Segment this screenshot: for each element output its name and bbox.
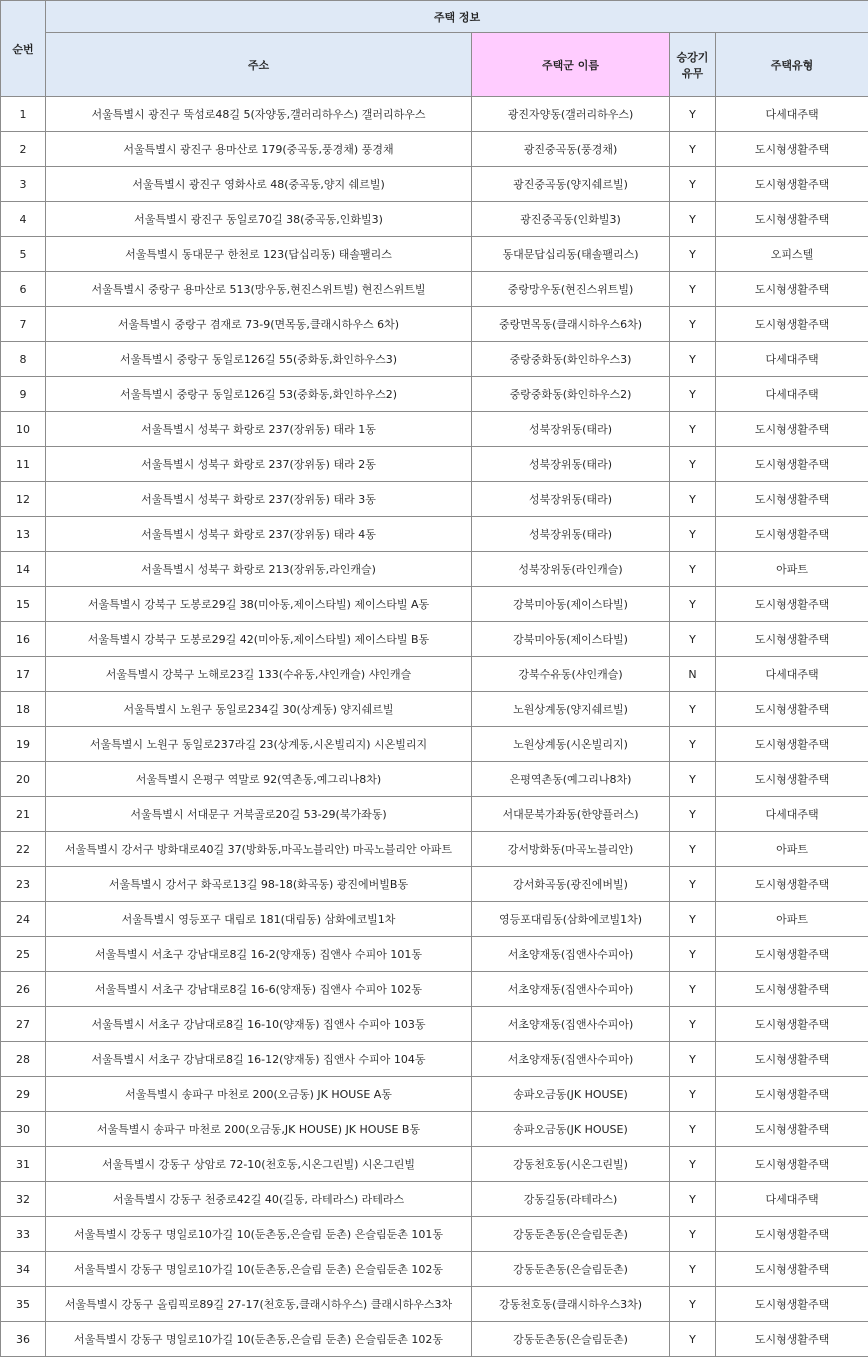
table-row — [1, 1182, 868, 1217]
seq-cell: 12 — [1, 482, 46, 517]
complex-name-cell: 서초양재동(집앤사수피아) — [472, 1042, 670, 1077]
elevator-header: 승강기 유무 — [670, 33, 716, 97]
table-row — [1, 902, 868, 937]
elevator-cell: Y — [670, 1112, 716, 1147]
elevator-cell: Y — [670, 1252, 716, 1287]
address-cell: 서울특별시 동대문구 한천로 123(답십리동) 태솔팰리스 — [46, 237, 472, 272]
address-cell: 서울특별시 은평구 역말로 92(역촌동,예그리나8차) — [46, 762, 472, 797]
house-type-cell: 도시형생활주택 — [716, 972, 868, 1007]
table-row — [1, 517, 868, 552]
complex-name-cell: 서초양재동(집앤사수피아) — [472, 937, 670, 972]
elevator-cell: Y — [670, 972, 716, 1007]
table-row — [1, 692, 868, 727]
address-cell: 서울특별시 서초구 강남대로8길 16-10(양재동) 집앤사 수피아 103동 — [46, 1007, 472, 1042]
complex-name-cell: 은평역촌동(예그리나8차) — [472, 762, 670, 797]
complex-name-cell: 동대문답십리동(태솔팰리스) — [472, 237, 670, 272]
elevator-cell: N — [670, 657, 716, 692]
house-type-cell: 도시형생활주택 — [716, 1322, 868, 1357]
seq-cell: 24 — [1, 902, 46, 937]
complex-name-cell: 중랑중화동(화인하우스2) — [472, 377, 670, 412]
table-row — [1, 272, 868, 307]
house-type-cell: 도시형생활주택 — [716, 762, 868, 797]
address-cell: 서울특별시 노원구 동일로234길 30(상계동) 양지쉐르빌 — [46, 692, 472, 727]
house-type-cell: 도시형생활주택 — [716, 1252, 868, 1287]
address-cell: 서울특별시 서초구 강남대로8길 16-2(양재동) 집앤사 수피아 101동 — [46, 937, 472, 972]
elevator-cell: Y — [670, 1042, 716, 1077]
house-type-cell: 아파트 — [716, 902, 868, 937]
house-type-cell: 도시형생활주택 — [716, 307, 868, 342]
complex-name-cell: 노원상계동(시온빌리지) — [472, 727, 670, 762]
table-row — [1, 447, 868, 482]
address-cell: 서울특별시 영등포구 대림로 181(대림동) 삼화에코빌1차 — [46, 902, 472, 937]
seq-cell: 32 — [1, 1182, 46, 1217]
address-cell: 서울특별시 중랑구 동일로126길 53(중화동,화인하우스2) — [46, 377, 472, 412]
complex-name-cell: 성북장위동(라인캐슬) — [472, 552, 670, 587]
address-cell: 서울특별시 서대문구 거북골로20길 53-29(북가좌동) — [46, 797, 472, 832]
elevator-cell: Y — [670, 447, 716, 482]
house-type-cell: 도시형생활주택 — [716, 412, 868, 447]
house-type-cell: 도시형생활주택 — [716, 1147, 868, 1182]
table-row — [1, 587, 868, 622]
elevator-cell: Y — [670, 272, 716, 307]
seq-cell: 5 — [1, 237, 46, 272]
table-row — [1, 412, 868, 447]
complex-name-cell: 강북미아동(제이스타빌) — [472, 622, 670, 657]
complex-name-cell: 광진중곡동(인화빌3) — [472, 202, 670, 237]
complex-name-cell: 성북장위동(태라) — [472, 412, 670, 447]
house-type-cell: 도시형생활주택 — [716, 1287, 868, 1322]
address-cell: 서울특별시 강동구 명일로10가길 10(둔촌동,은슬림 둔촌) 은슬림둔촌 102동 — [46, 1322, 472, 1357]
table-row — [1, 867, 868, 902]
seq-cell: 19 — [1, 727, 46, 762]
address-cell: 서울특별시 강동구 천중로42길 40(길동, 라테라스) 라테라스 — [46, 1182, 472, 1217]
seq-cell: 29 — [1, 1077, 46, 1112]
seq-cell: 11 — [1, 447, 46, 482]
table-row — [1, 132, 868, 167]
elevator-cell: Y — [670, 937, 716, 972]
house-type-cell: 도시형생활주택 — [716, 447, 868, 482]
house-type-cell: 도시형생활주택 — [716, 167, 868, 202]
elevator-cell: Y — [670, 1182, 716, 1217]
complex-name-cell: 강동천호동(시온그린빌) — [472, 1147, 670, 1182]
address-cell: 서울특별시 광진구 뚝섬로48길 5(자양동,갤러리하우스) 갤러리하우스 — [46, 97, 472, 132]
elevator-cell: Y — [670, 97, 716, 132]
address-cell: 서울특별시 광진구 영화사로 48(중곡동,양지 쉐르빌) — [46, 167, 472, 202]
house-type-cell: 다세대주택 — [716, 657, 868, 692]
seq-cell: 36 — [1, 1322, 46, 1357]
house-type-cell: 다세대주택 — [716, 797, 868, 832]
address-cell: 서울특별시 강동구 올림픽로89길 27-17(천호동,클래시하우스) 클래시하우스3차 — [46, 1287, 472, 1322]
address-cell: 서울특별시 송파구 마천로 200(오금동) JK HOUSE A동 — [46, 1077, 472, 1112]
seq-cell: 3 — [1, 167, 46, 202]
address-cell: 서울특별시 성북구 화랑로 237(장위동) 태라 4동 — [46, 517, 472, 552]
elevator-cell: Y — [670, 832, 716, 867]
seq-cell: 9 — [1, 377, 46, 412]
table-row — [1, 97, 868, 132]
seq-cell: 34 — [1, 1252, 46, 1287]
house-type-cell: 도시형생활주택 — [716, 622, 868, 657]
complex-name-cell: 중랑면목동(클래시하우스6차) — [472, 307, 670, 342]
seq-cell: 23 — [1, 867, 46, 902]
address-cell: 서울특별시 노원구 동일로237라길 23(상계동,시온빌리지) 시온빌리지 — [46, 727, 472, 762]
address-cell: 서울특별시 중랑구 동일로126길 55(중화동,화인하우스3) — [46, 342, 472, 377]
house-type-cell: 도시형생활주택 — [716, 727, 868, 762]
house-type-cell: 도시형생활주택 — [716, 132, 868, 167]
table-row — [1, 377, 868, 412]
house-type-cell: 도시형생활주택 — [716, 517, 868, 552]
elevator-cell: Y — [670, 762, 716, 797]
elevator-cell: Y — [670, 727, 716, 762]
complex-name-cell: 광진자양동(갤러리하우스) — [472, 97, 670, 132]
seq-cell: 28 — [1, 1042, 46, 1077]
complex-name-cell: 노원상계동(양지쉐르빌) — [472, 692, 670, 727]
complex-name-cell: 강동길동(라테라스) — [472, 1182, 670, 1217]
address-cell: 서울특별시 강북구 노해로23길 133(수유동,샤인캐슬) 샤인캐슬 — [46, 657, 472, 692]
seq-cell: 21 — [1, 797, 46, 832]
complex-name-cell: 강서방화동(마곡노블리안) — [472, 832, 670, 867]
elevator-cell: Y — [670, 132, 716, 167]
house-type-cell: 도시형생활주택 — [716, 272, 868, 307]
seq-cell: 10 — [1, 412, 46, 447]
complex-name-cell: 영등포대림동(삼화에코빌1차) — [472, 902, 670, 937]
complex-name-cell: 강북미아동(제이스타빌) — [472, 587, 670, 622]
seq-cell: 26 — [1, 972, 46, 1007]
address-cell: 서울특별시 서초구 강남대로8길 16-12(양재동) 집앤사 수피아 104동 — [46, 1042, 472, 1077]
address-cell: 서울특별시 광진구 동일로70길 38(중곡동,인화빌3) — [46, 202, 472, 237]
house-type-cell: 도시형생활주택 — [716, 202, 868, 237]
table-row — [1, 237, 868, 272]
address-cell: 서울특별시 성북구 화랑로 237(장위동) 태라 3동 — [46, 482, 472, 517]
table-row — [1, 762, 868, 797]
table-row — [1, 832, 868, 867]
elevator-cell: Y — [670, 1077, 716, 1112]
house-type-cell: 도시형생활주택 — [716, 1112, 868, 1147]
address-cell: 서울특별시 강동구 상암로 72-10(천호동,시온그린빌) 시온그린빌 — [46, 1147, 472, 1182]
elevator-cell: Y — [670, 902, 716, 937]
house-type-cell: 아파트 — [716, 552, 868, 587]
house-type-cell: 다세대주택 — [716, 1182, 868, 1217]
table-row — [1, 342, 868, 377]
complex-name-cell: 강동둔촌동(은슬림둔촌) — [472, 1217, 670, 1252]
address-cell: 서울특별시 성북구 화랑로 237(장위동) 태라 2동 — [46, 447, 472, 482]
seq-cell: 8 — [1, 342, 46, 377]
seq-cell: 31 — [1, 1147, 46, 1182]
seq-cell: 1 — [1, 97, 46, 132]
table-row — [1, 1007, 868, 1042]
complex-name-cell: 송파오금동(JK HOUSE) — [472, 1112, 670, 1147]
housing-info-group-header: 주택 정보 — [46, 1, 868, 33]
elevator-cell: Y — [670, 412, 716, 447]
seq-cell: 27 — [1, 1007, 46, 1042]
address-cell: 서울특별시 광진구 용마산로 179(중곡동,풍경채) 풍경채 — [46, 132, 472, 167]
complex-name-cell: 강동둔촌동(은슬림둔촌) — [472, 1252, 670, 1287]
elevator-cell: Y — [670, 237, 716, 272]
complex-name-cell: 중랑망우동(현진스위트빌) — [472, 272, 670, 307]
complex-name-cell: 강동천호동(클래시하우스3차) — [472, 1287, 670, 1322]
complex-name-cell: 성북장위동(태라) — [472, 447, 670, 482]
address-cell: 서울특별시 성북구 화랑로 213(장위동,라인캐슬) — [46, 552, 472, 587]
address-cell: 서울특별시 강동구 명일로10가길 10(둔촌동,은슬림 둔촌) 은슬림둔촌 101동 — [46, 1217, 472, 1252]
elevator-cell: Y — [670, 692, 716, 727]
house-type-header: 주택유형 — [716, 33, 868, 97]
seq-cell: 6 — [1, 272, 46, 307]
complex-name-cell: 송파오금동(JK HOUSE) — [472, 1077, 670, 1112]
seq-cell: 16 — [1, 622, 46, 657]
seq-cell: 4 — [1, 202, 46, 237]
house-type-cell: 도시형생활주택 — [716, 937, 868, 972]
elevator-cell: Y — [670, 622, 716, 657]
complex-name-cell: 강서화곡동(광진에버빌) — [472, 867, 670, 902]
table-row — [1, 1147, 868, 1182]
elevator-cell: Y — [670, 342, 716, 377]
house-type-cell: 도시형생활주택 — [716, 867, 868, 902]
elevator-cell: Y — [670, 1007, 716, 1042]
table-row — [1, 202, 868, 237]
complex-name-cell: 중랑중화동(화인하우스3) — [472, 342, 670, 377]
elevator-cell: Y — [670, 1217, 716, 1252]
complex-name-cell: 강동둔촌동(은슬림둔촌) — [472, 1322, 670, 1357]
seq-cell: 13 — [1, 517, 46, 552]
elevator-cell: Y — [670, 867, 716, 902]
house-type-cell: 아파트 — [716, 832, 868, 867]
address-cell: 서울특별시 서초구 강남대로8길 16-6(양재동) 집앤사 수피아 102동 — [46, 972, 472, 1007]
table-row — [1, 552, 868, 587]
table-row — [1, 1077, 868, 1112]
table-row — [1, 622, 868, 657]
table-row — [1, 1042, 868, 1077]
seq-cell: 33 — [1, 1217, 46, 1252]
complex-name-cell: 서대문북가좌동(한양플러스) — [472, 797, 670, 832]
house-type-cell: 도시형생활주택 — [716, 692, 868, 727]
elevator-cell: Y — [670, 307, 716, 342]
seq-cell: 22 — [1, 832, 46, 867]
house-type-cell: 도시형생활주택 — [716, 482, 868, 517]
complex-name-cell: 광진중곡동(양지쉐르빌) — [472, 167, 670, 202]
complex-name-cell: 성북장위동(태라) — [472, 482, 670, 517]
house-type-cell: 다세대주택 — [716, 377, 868, 412]
table-row — [1, 1322, 868, 1357]
address-cell: 서울특별시 송파구 마천로 200(오금동,JK HOUSE) JK HOUSE B동 — [46, 1112, 472, 1147]
elevator-cell: Y — [670, 1322, 716, 1357]
seq-cell: 17 — [1, 657, 46, 692]
address-cell: 서울특별시 강북구 도봉로29길 38(미아동,제이스타빌) 제이스타빌 A동 — [46, 587, 472, 622]
address-cell: 서울특별시 강동구 명일로10가길 10(둔촌동,은슬림 둔촌) 은슬림둔촌 102동 — [46, 1252, 472, 1287]
seq-header: 순번 — [1, 1, 46, 97]
table-body — [1, 97, 868, 1357]
elevator-cell: Y — [670, 202, 716, 237]
table-row — [1, 972, 868, 1007]
seq-cell: 7 — [1, 307, 46, 342]
complex-name-cell: 서초양재동(집앤사수피아) — [472, 1007, 670, 1042]
table-row — [1, 727, 868, 762]
complex-name-cell: 성북장위동(태라) — [472, 517, 670, 552]
elevator-cell: Y — [670, 797, 716, 832]
complex-name-cell: 서초양재동(집앤사수피아) — [472, 972, 670, 1007]
elevator-cell: Y — [670, 1287, 716, 1322]
house-type-cell: 도시형생활주택 — [716, 587, 868, 622]
house-type-cell: 오피스텔 — [716, 237, 868, 272]
address-cell: 서울특별시 성북구 화랑로 237(장위동) 태라 1동 — [46, 412, 472, 447]
address-cell: 서울특별시 중랑구 겸재로 73-9(면목동,클래시하우스 6차) — [46, 307, 472, 342]
seq-cell: 2 — [1, 132, 46, 167]
house-type-cell: 도시형생활주택 — [716, 1042, 868, 1077]
elevator-cell: Y — [670, 517, 716, 552]
elevator-cell: Y — [670, 377, 716, 412]
table-row — [1, 937, 868, 972]
address-cell: 서울특별시 중랑구 용마산로 513(망우동,현진스위트빌) 현진스위트빌 — [46, 272, 472, 307]
house-type-cell: 도시형생활주택 — [716, 1217, 868, 1252]
elevator-cell: Y — [670, 587, 716, 622]
table-row — [1, 1112, 868, 1147]
complex-name-cell: 광진중곡동(풍경채) — [472, 132, 670, 167]
house-type-cell: 다세대주택 — [716, 97, 868, 132]
elevator-cell: Y — [670, 482, 716, 517]
seq-cell: 25 — [1, 937, 46, 972]
address-cell: 서울특별시 강서구 화곡로13길 98-18(화곡동) 광진에버빌B동 — [46, 867, 472, 902]
table-row — [1, 1217, 868, 1252]
complex-name-header: 주택군 이름 — [472, 33, 670, 97]
table-row — [1, 657, 868, 692]
address-cell: 서울특별시 강서구 방화대로40길 37(방화동,마곡노블리안) 마곡노블리안 아파트 — [46, 832, 472, 867]
house-type-cell: 도시형생활주택 — [716, 1077, 868, 1112]
table-row — [1, 1287, 868, 1322]
elevator-cell: Y — [670, 167, 716, 202]
table-row — [1, 167, 868, 202]
seq-cell: 30 — [1, 1112, 46, 1147]
complex-name-cell: 강북수유동(샤인캐슬) — [472, 657, 670, 692]
seq-cell: 14 — [1, 552, 46, 587]
elevator-cell: Y — [670, 552, 716, 587]
elevator-cell: Y — [670, 1147, 716, 1182]
table-row — [1, 797, 868, 832]
seq-cell: 20 — [1, 762, 46, 797]
address-header: 주소 — [46, 33, 472, 97]
table-row — [1, 482, 868, 517]
seq-cell: 15 — [1, 587, 46, 622]
house-type-cell: 도시형생활주택 — [716, 1007, 868, 1042]
house-type-cell: 다세대주택 — [716, 342, 868, 377]
table-row — [1, 1252, 868, 1287]
table-row — [1, 307, 868, 342]
seq-cell: 18 — [1, 692, 46, 727]
seq-cell: 35 — [1, 1287, 46, 1322]
address-cell: 서울특별시 강북구 도봉로29길 42(미아동,제이스타빌) 제이스타빌 B동 — [46, 622, 472, 657]
